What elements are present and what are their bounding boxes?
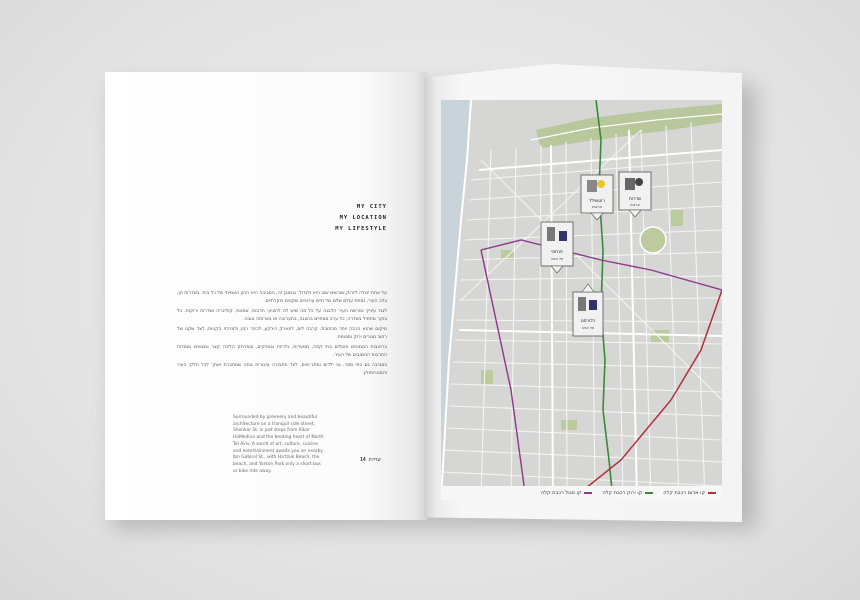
city-map [441, 100, 722, 500]
map-marker [573, 284, 603, 336]
marker-sublabel: תל אביב [581, 326, 595, 330]
map-marker [581, 175, 613, 220]
map-legend [441, 486, 722, 500]
map-marker [541, 222, 573, 273]
hebrew-body-text [177, 290, 387, 380]
map-square [640, 227, 666, 253]
marker-label: כלורסט [580, 319, 596, 324]
legend-item-purple [541, 490, 593, 496]
location-menu [335, 202, 387, 235]
hebrew-paragraph: על אחת יכולה לזרוק שורשים שוב היא ולגדול. ובמובן זה, הסביבה היא ההון האמיתי של כל בית. בשדרות חן, בלב העיר, נפתח עולם שלם של חיים עירוניים שקטים ויוקרתיים. [177, 291, 387, 304]
map-marker [619, 172, 651, 217]
legend-label: קו אדום רכבת קלה [663, 490, 705, 496]
map-park [561, 420, 577, 430]
hebrew-paragraph: בסביבה גם בתי ספר, גני ילדים ומתנ״סים, לצד תחבורה ציבורית נוחה שמחברת אותך לכל חלקי העיר והמטרופולין. [177, 363, 387, 376]
legend-swatch [584, 492, 592, 494]
marker-label: פנחסי [551, 250, 563, 255]
legend-item-green [602, 490, 653, 496]
menu-item-lifestyle: MY LIFESTYLE [335, 226, 387, 232]
hebrew-paragraph: ברחובות הסמוכים פועלים בתי קפה, מסעדות, גלריות ובוטיקים, ובמרחק הליכה קצר נמצאים מוסדות התרבות החשובים של העיר. [177, 345, 387, 358]
legend-label: קו ירוק רכבת קלה [602, 490, 643, 496]
legend-label: קו סגול רכבת קלה [540, 490, 582, 496]
menu-item-location: MY LOCATION [339, 215, 387, 221]
map-park [481, 370, 493, 384]
marker-label: שדרות [628, 197, 642, 202]
marker-sublabel: ארצות [630, 203, 640, 207]
marker-sublabel: תל אביב [550, 257, 564, 261]
hebrew-paragraph: מיקום שהוא הרבה יותר מכתובת. קרבה לים, לפארק הירקון, לכיכר רבין ולמרכזי הקניות, לצד שקט של רחוב מגורים ירוק ומטופח. [177, 327, 387, 340]
menu-item-city: MY CITY [356, 204, 387, 210]
marker-sublabel: ארצות [592, 205, 602, 209]
legend-item-red [663, 490, 716, 496]
page-number: שדרות 14 [360, 458, 381, 463]
english-body-text: Surrounded by greenery and beautiful architecture on a tranquil side street, Shenkar St. is just steps from Kikar HaMedina and the beating heart of North Tel Aviv. A world of art, culture, cuisine and entertainment awaits you on nearby Ibn Gabirol St., with Ha'tzuk Beach, the beach, and Yarkon Park only a short bus or bike ride away. [233, 415, 324, 474]
legend-swatch [645, 492, 653, 494]
legend-swatch [708, 492, 716, 494]
marker-label: רוטשילד [589, 199, 605, 204]
hebrew-paragraph: לנגד עינייך נפרשת העיר הלבנה על כל מה שיש לה להציע: תרבות, אמנות, קולינריה ושדרות ירוקות. כל בוקר מתחיל בשדרה, כל ערב מסתיים בהצגה, בתערוכה או בארוחה טובה. [177, 309, 387, 322]
map-park [671, 210, 683, 226]
